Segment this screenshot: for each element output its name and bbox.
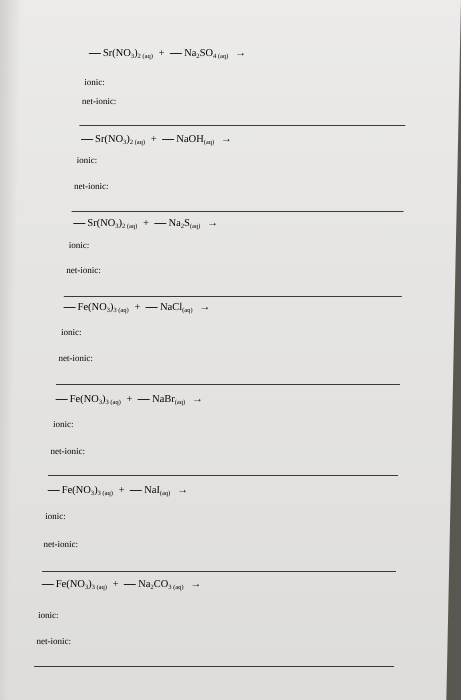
net-ionic-label: net-ionic: bbox=[36, 636, 72, 646]
answer-line[interactable] bbox=[64, 296, 402, 297]
coefficient-blank[interactable] bbox=[89, 53, 101, 54]
ionic-label: ionic: bbox=[38, 610, 59, 620]
net-ionic-label: net-ionic: bbox=[43, 539, 79, 549]
coefficient-blank[interactable] bbox=[162, 139, 174, 140]
ionic-label: ionic: bbox=[45, 511, 66, 521]
arrow-icon: → bbox=[199, 301, 211, 313]
net-ionic-label: net-ionic: bbox=[58, 353, 94, 363]
answer-line[interactable] bbox=[72, 211, 404, 212]
reaction-equation: $Fe(NO_3)_{3 (aq)}$ + NaCl$_{(aq)}$ → bbox=[63, 301, 210, 314]
answer-line[interactable] bbox=[56, 384, 400, 385]
net-ionic-label: net-ionic: bbox=[73, 181, 109, 191]
reaction-equation: $Sr(NO_3)_{2 (aq)} + Na_2S_{(aq)}$ → bbox=[73, 217, 218, 230]
answer-line[interactable] bbox=[34, 666, 394, 667]
coefficient-blank[interactable] bbox=[155, 223, 167, 224]
arrow-icon: → bbox=[190, 578, 202, 590]
coefficient-blank[interactable] bbox=[56, 399, 68, 400]
ionic-label: ionic: bbox=[60, 327, 82, 337]
coefficient-blank[interactable] bbox=[64, 307, 76, 308]
net-ionic-label: net-ionic: bbox=[81, 96, 117, 106]
reaction-equation: $Sr(NO_3)_{2 (aq)}$ + NaOH$_{(aq)}$ → bbox=[81, 133, 232, 146]
coefficient-blank[interactable] bbox=[124, 584, 136, 585]
coefficient-blank[interactable] bbox=[138, 399, 150, 400]
answer-line[interactable] bbox=[48, 475, 398, 476]
coefficient-blank[interactable] bbox=[130, 490, 142, 491]
net-ionic-label: net-ionic: bbox=[50, 446, 86, 456]
reaction-equation: $Fe(NO_3)_{3 (aq)} + Na_2CO_{3 (aq)}$ → bbox=[42, 578, 202, 591]
arrow-icon: → bbox=[234, 47, 247, 59]
coefficient-blank[interactable] bbox=[48, 490, 60, 491]
reaction-equation: $Sr(NO_3)_{2 (aq)} + Na_2SO_{4 (aq)}$ → bbox=[89, 47, 246, 60]
coefficient-blank[interactable] bbox=[146, 307, 158, 308]
reaction-equation: $Fe(NO_3)_{3 (aq)}$ + NaBr$_{(aq)}$ → bbox=[55, 393, 203, 406]
coefficient-blank[interactable] bbox=[81, 139, 93, 140]
ionic-label: ionic: bbox=[76, 155, 98, 165]
arrow-icon: → bbox=[206, 217, 219, 229]
ionic-label: ionic: bbox=[84, 77, 105, 87]
coefficient-blank[interactable] bbox=[73, 223, 85, 224]
net-ionic-label: net-ionic: bbox=[66, 265, 101, 275]
answer-line[interactable] bbox=[42, 571, 396, 572]
arrow-icon: → bbox=[220, 133, 232, 145]
coefficient-blank[interactable] bbox=[170, 53, 182, 54]
coefficient-blank[interactable] bbox=[42, 584, 54, 585]
ionic-label: ionic: bbox=[68, 240, 90, 250]
reaction-equation: $Fe(NO_3)_{3 (aq)} + NaI_{(aq)}$ → bbox=[48, 484, 189, 497]
answer-line[interactable] bbox=[79, 125, 405, 126]
ionic-label: ionic: bbox=[53, 419, 74, 429]
arrow-icon: → bbox=[176, 484, 189, 496]
arrow-icon: → bbox=[191, 393, 204, 405]
